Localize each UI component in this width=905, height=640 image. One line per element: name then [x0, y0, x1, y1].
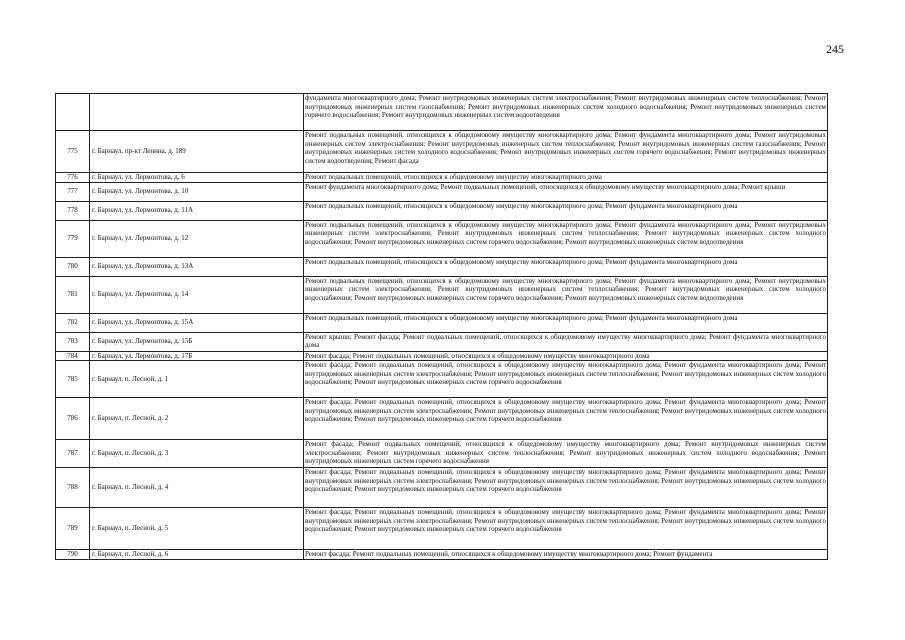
row-address — [90, 94, 304, 131]
row-number: 780 — [56, 257, 90, 276]
row-address: г. Барнаул, ул. Лермонтова, д. 12 — [90, 220, 304, 257]
row-works: Ремонт подвальных помещений, относящихся к общедомовому имуществу многоквартирного дома — [304, 173, 828, 183]
table-row — [56, 313, 828, 332]
table-row — [56, 173, 828, 183]
repair-works-table — [55, 93, 828, 560]
table-row — [56, 94, 828, 131]
row-works: Ремонт подвальных помещений, относящихся к общедомовому имуществу многоквартирного дома; Ремонт фундамента многоквартирного дома — [304, 257, 828, 276]
table-row — [56, 276, 828, 313]
row-works: Ремонт фасада; Ремонт подвальных помещений, относящихся к общедомовому имуществу многоквартирного дома; Ремонт фундамента многоквартирного дома; Ремонт внутридомовых инженерных систем электроснабжения; Ремонт внутридомовых инженерных систем теплоснабжения; Ремонт внутридомовых инженерных систем холодного водоснабжения; Ремонт внутридомовых инженерных систем горячего водоснабжения — [304, 508, 828, 550]
row-works: Ремонт фасада; Ремонт подвальных помещений, относящихся к общедомовому имуществу многоквартирного дома; Ремонт фундамента многоквартирного дома; Ремонт внутридомовых инженерных систем электроснабжения; Ремонт внутридомовых инженерных систем теплоснабжения; Ремонт внутридомовых инженерных систем холодного водоснабжения; Ремонт внутридомовых инженерных систем горячего водоснабжения — [304, 468, 828, 508]
row-address: г. Барнаул, ул. Лермонтова, д. 6 — [90, 173, 304, 183]
table-row — [56, 201, 828, 220]
row-address: г. Барнаул, п. Лесной, д. 5 — [90, 508, 304, 550]
row-number: 788 — [56, 468, 90, 508]
table-row — [56, 468, 828, 508]
table-row — [56, 220, 828, 257]
row-address: г. Барнаул, п. Лесной, д. 1 — [90, 361, 304, 398]
page-number: 245 — [826, 42, 844, 56]
row-number: 784 — [56, 351, 90, 361]
row-works: Ремонт крыши; Ремонт фасада; Ремонт подвальных помещений, относящихся к общедомовому имуществу многоквартирного дома; Ремонт фундамента многоквартирного дома — [305, 332, 826, 350]
table-row — [56, 398, 828, 440]
row-number — [56, 94, 90, 131]
row-number: 783 — [56, 332, 90, 351]
row-address: г. Барнаул, ул. Лермонтова, д. 15А — [90, 313, 304, 332]
table-row — [56, 550, 828, 560]
row-number: 777 — [56, 182, 90, 201]
row-number: 789 — [56, 508, 90, 550]
row-address: г. Барнаул, пр-кт Ленина, д. 189 — [90, 131, 304, 173]
table-row — [56, 440, 828, 468]
row-works: Ремонт фундамента многоквартирного дома; Ремонт подвальных помещений, относящихся к общедомовому имуществу многоквартирного дома; Ремонт крыши — [304, 182, 828, 201]
row-works: Ремонт подвальных помещений, относящихся к общедомовому имуществу многоквартирного дома; Ремонт фундамента многоквартирного дома — [304, 201, 828, 220]
row-number: 790 — [56, 550, 90, 560]
table-row — [56, 131, 828, 173]
row-address: г. Барнаул, п. Лесной, д. 4 — [90, 468, 304, 508]
row-works: Ремонт подвальных помещений, относящихся к общедомовому имуществу многоквартирного дома; Ремонт фундамента многоквартирного дома; Ремонт внутридомовых инженерных систем электроснабжения; Ремонт внутридомовых инженерных систем теплоснабжения; Ремонт внутридомовых инженерных систем холодного водоснабжения; Ремонт внутридомовых инженерных систем горячего водоснабжения; Ремонт внутридомовых инженерных систем водоотведения — [304, 276, 828, 313]
row-works: Ремонт фасада; Ремонт подвальных помещений, относящихся к общедомовому имуществу многоквартирного дома; Ремонт фундамента многоквартирного дома; Ремонт внутридомовых инженерных систем электроснабжения; Ремонт внутридомовых инженерных систем теплоснабжения; Ремонт внутридомовых инженерных систем холодного водоснабжения; Ремонт внутридомовых инженерных систем горячего водоснабжения — [304, 398, 828, 440]
row-address: г. Барнаул, ул. Лермонтова, д. 15Б — [90, 332, 304, 351]
row-number: 778 — [56, 201, 90, 220]
row-works: Ремонт подвальных помещений, относящихся к общедомовому имуществу многоквартирного дома; Ремонт фундамента многоквартирного дома — [304, 313, 828, 332]
row-number: 775 — [56, 131, 90, 173]
row-works: Ремонт фасада; Ремонт подвальных помещений, относящихся к общедомовому имуществу многоквартирного дома; Ремонт фундамента — [304, 550, 828, 560]
table-row — [56, 351, 828, 361]
row-works: фундамента многоквартирного дома; Ремонт внутридомовых инженерных систем электроснабжения; Ремонт внутридомовых инженерных систем теплоснабжения; Ремонт внутридомовых инженерных систем газоснабжения; Ремонт внутридомовых инженерных систем холодного водоснабжения; Ремонт внутридомовых инженерных систем горячего водоснабжения; Ремонт внутридомовых инженерных систем водоотведения — [304, 94, 828, 131]
table-row — [56, 508, 828, 550]
table-row — [56, 182, 828, 201]
row-number: 787 — [56, 440, 90, 468]
row-number: 782 — [56, 313, 90, 332]
table-row — [56, 332, 828, 351]
row-address: г. Барнаул, п. Лесной, д. 3 — [90, 440, 304, 468]
row-address: г. Барнаул, п. Лесной, д. 6 — [90, 550, 304, 560]
row-number: 779 — [56, 220, 90, 257]
row-number: 786 — [56, 398, 90, 440]
row-works: Ремонт фасада; Ремонт подвальных помещений, относящихся к общедомовому имуществу многоквартирного дома; Ремонт фундамента многоквартирного дома; Ремонт внутридомовых инженерных систем электроснабжения; Ремонт внутридомовых инженерных систем теплоснабжения; Ремонт внутридомовых инженерных систем холодного водоснабжения; Ремонт внутридомовых инженерных систем горячего водоснабжения — [304, 361, 828, 398]
table-row — [56, 361, 828, 398]
row-number: 781 — [56, 276, 90, 313]
row-works: Ремонт фасада; Ремонт подвальных помещений, относящихся к общедомовому имуществу многоквартирного дома — [304, 351, 828, 361]
row-address: г. Барнаул, ул. Лермонтова, д. 10 — [90, 182, 304, 201]
row-number: 785 — [56, 361, 90, 398]
table-row — [56, 257, 828, 276]
row-address: г. Барнаул, ул. Лермонтова, д. 13А — [90, 257, 304, 276]
row-address: г. Барнаул, п. Лесной, д. 2 — [90, 398, 304, 440]
row-number: 776 — [56, 173, 90, 183]
row-works: Ремонт подвальных помещений, относящихся к общедомовому имуществу многоквартирного дома; Ремонт фундамента многоквартирного дома; Ремонт внутридомовых инженерных систем электроснабжения; Ремонт внутридомовых инженерных систем теплоснабжения; Ремонт внутридомовых инженерных систем холодного водоснабжения; Ремонт внутридомовых инженерных систем горячего водоснабжения; Ремонт внутридомовых инженерных систем водоотведения — [304, 220, 828, 257]
row-works: Ремонт фасада; Ремонт подвальных помещений, относящихся к общедомовому имуществу многоквартирного дома; Ремонт внутридомовых инженерных систем электроснабжения; Ремонт внутридомовых инженерных систем теплоснабжения; Ремонт внутридомовых инженерных систем холодного водоснабжения; Ремонт внутридомовых инженерных систем горячего водоснабжения — [304, 440, 828, 468]
row-address: г. Барнаул, ул. Лермонтова, д. 17Б — [90, 351, 304, 361]
row-works: Ремонт подвальных помещений, относящихся к общедомовому имуществу многоквартирного дома; Ремонт фундамента многоквартирного дома; Ремонт внутридомовых инженерных систем электроснабжения; Ремонт внутридомовых инженерных систем теплоснабжения; Ремонт внутридомовых инженерных систем газоснабжения; Ремонт внутридомовых инженерных систем холодного водоснабжения; Ремонт внутридомовых инженерных систем горячего водоснабжения; Ремонт внутридомовых инженерных систем водоотведения; Ремонт фасада — [304, 131, 828, 173]
row-address: г. Барнаул, ул. Лермонтова, д. 11А — [90, 201, 304, 220]
row-address: г. Барнаул, ул. Лермонтова, д. 14 — [90, 276, 304, 313]
